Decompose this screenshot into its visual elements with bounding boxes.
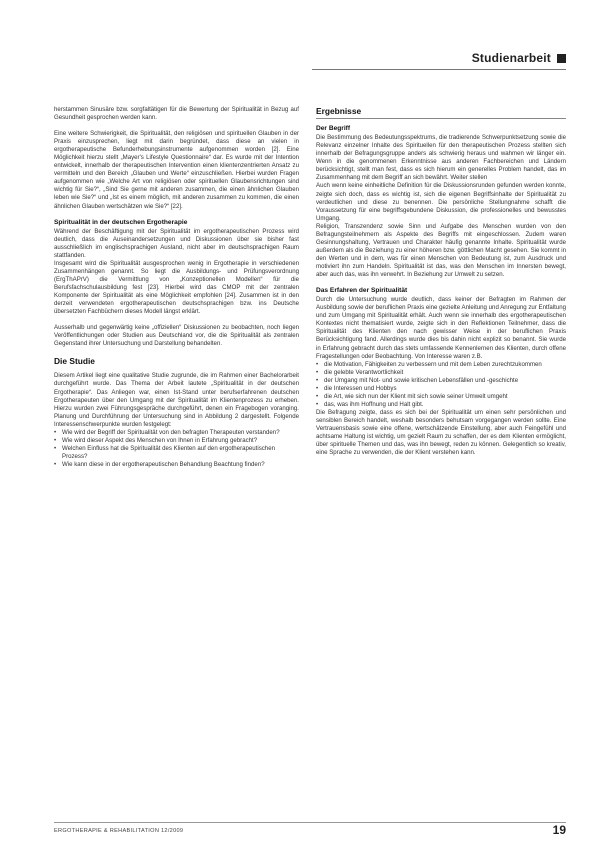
study-question-list [54,429,299,469]
paragraph-concept-2: Auch wenn keine einheitliche Definition für die Diskussionsrunden gefunden werden konnte, zeigte sich doch, dass es wichtig ist, sich die eigenen Begriffsinhalte der Spiritualität zu verdeutlichen und diese zu benennen. Die persönliche Stellungnahme schafft die Voraussetzung für eine begriffsgebundene Diskussion, die professionelles und bewusstes Umgang. [316,182,566,222]
list-item: • die Art, wie sich nun der Klient mit sich sowie seiner Umwelt umgeht [316,393,566,401]
section-title: Studienarbeit [471,51,551,65]
list-item: • der Umgang mit Not- und sowie kritischen Lebensfällen und -geschichte [316,377,566,385]
left-column [54,106,299,469]
list-item: • die Motivation, Fähigkeiten zu verbessern und mit dem Leben zurechtzukommen [316,361,566,369]
paragraph-concept-3: Religion, Transzendenz sowie Sinn und Aufgabe des Menschen wurden von den Befragungsteilnehmern als Aspekte des Begriffs mit eingeschlossen. Zudem waren Gesinnungshaltung, Vertrauen und Charakter häufig genannte Inhalte. Spiritualität wurde außerdem als die Beziehung zu einer höheren bzw. göttlichen Macht gesehen. Sie kommt in den Werten und in dem, was für einen Menschen von Bedeutung ist, zum Ausdruck und motiviert ihn zum Handeln. Spiritualität ist das, was den Menschen im Innersten bewegt, aber auch das, was ihn verwehrt. In Beziehung zur Umwelt zu setzen. [316,222,566,278]
paragraph-german-3: Ausserhalb und gegenwärtig keine „offiziellen“ Diskussionen zu beobachten, noch liegen Veröffentlichungen oder Studien aus Deutschland vor, die die Spiritualität als zentralen Gegenstand ihrer Untersuchung und Darstellung behandelten. [54,324,299,348]
list-item: • Welchen Einfluss hat die Spiritualität des Klienten auf den ergotherapeutischen Prozess? [54,445,299,461]
list-item: • Wie wird dieser Aspekt des Menschen von Ihnen in Erfahrung gebracht? [54,437,299,445]
journal-name: ERGOTHERAPIE & REHABILITATION 12/2009 [54,828,184,834]
right-column [316,106,566,457]
paragraph-difficulty: Eine weitere Schwierigkeit, die Spiritualität, den religiösen und spirituellen Glauben in der Praxis einzusprechen, liegt mit darin begründet, dass diese an vielen in ergotherapeutische Befunderhebungsinstrumente aufgenommen worden [2]. Eine Möglichkeit hierzu stellt „Mayer's Lifestyle Questionnaire“ dar. Es wurde mit der Intention entwickelt, innerhalb der therapeutischen Intervention einen klientenzentrierten Ansatz zu vermitteln und den Bereich „Glauben und Werte“ einzuschließen. Hierbei wurden Fragen aufgenommen wie „Welche Art von religiösen oder spirituellen Glaubensrichtungen sind wichtig für Sie?“, „Sind Sie gerne mit anderen zusammen, die einen ähnlichen Glauben leben wie Sie?“ und „Ist es einem möglich, mit anderen zusammen zu kommen, die einen ähnlichen Glauben wertschätzen wie Sie?“ [22]. [54,130,299,210]
interest-list [316,361,566,409]
heading-experience: Das Erfahren der Spiritualität [316,287,408,295]
header-divider [312,69,566,70]
paragraph-intro: herstammen Sinusäre bzw. sorgfaltätigen für die Bewertung der Spiritualität in Bezug auf Gesundheit gesprochen werden kann. [54,106,299,122]
paragraph-german-1: Während der Beschäftigung mit der Spiritualität im ergotherapeutischen Prozess wird deutlich, dass die Auseinandersetzungen und Diskussionen über sie bisher fast ausschließlich im englischsprachigen Ausland, nicht aber im deutschsprachigen Raum stattfanden. [54,227,299,259]
heading-results: Ergebnisse [316,106,566,119]
paragraph-german-2: Insgesamt wird die Spiritualität ausgesprochen wenig in Ergotherapie in verschiedenen Zusammenhängen genannt. So liegt die Ausbildungs- und Prüfungsverordnung (ErgThAPrV) die Vermittlung von „Konzeptionellen Modellen“ für die Berufsfachschulausbildung fest [23]. Hierbei wird das CMOP mit der zentralen Komponente der Spiritualität als eine Möglichkeit empfohlen [24]. Zusammen ist in den derzeit verwendeten ergotherapeutischen deutschsprachigen bzw. ins Deutsche übersetzten Fachbüchern dieses Modell längst erklärt. [54,259,299,316]
list-item: • das, was ihm Hoffnung und Halt gibt. [316,401,566,409]
heading-german-ergotherapy: Spiritualität in der deutschen Ergotherapie [54,218,188,226]
list-item: • Wie wird der Begriff der Spiritualität von den befragten Therapeuten verstanden? [54,429,299,437]
footer-divider [54,822,566,823]
heading-concept: Der Begriff [316,125,351,132]
heading-study: Die Studie [54,356,95,367]
paragraph-experience-1: Durch die Untersuchung wurde deutlich, dass keiner der Befragten im Rahmen der Ausbildung sowie der beruflichen Praxis eine gezielte Anleitung und Anregung zur Entfaltung und zum Umgang mit Spiritualität erhält. Auch wenn sie innerhalb des ergotherapeutischen Kontextes nicht thematisiert wurde, zeigte sich in den Reflektionen Teilnehmer, dass die Spiritualität des Klienten den nach gewisser Weise in der beruflichen Praxis Berücksichtigung fand. Allerdings wurde dies bis dahin nicht explizit so benannt. Sie wurde in Erfahrung gebracht durch das stets umfassende Kennenlernen des Klienten, durch offene Fragestellungen oder Beobachtung. Von Interesse waren z.B. [316,296,566,360]
page-number: 19 [552,823,566,837]
paragraph-study: Diesem Artikel liegt eine qualitative Studie zugrunde, die im Rahmen einer Bachelorarbeit durchgeführt wurde. Das Thema der Arbeit lautete „Spiritualität in der deutschen Ergotherapie“. Das Anliegen war, einen Ist-Stand unter berufserfahrenen deutschen Ergotherapeuten über den Umgang mit der Spiritualität im Klientenprozess zu erheben. Hierzu wurden zwei Führungsgespräche durchgeführt, denen ein Fragebogen voranging. Planung und Durchführung der Untersuchung sind in Abbildung 2 dargestellt. Folgende Interessenschwerpunkte wurden festgelegt: [54,372,299,428]
list-item: • Wie kann diese in der ergotherapeutischen Behandlung Beachtung finden? [54,461,299,469]
paragraph-experience-2: Die Befragung zeigte, dass es sich bei der Spiritualität um einen sehr persönlichen und sensiblen Bereich handelt, weshalb besonders behutsam vorgegangen werden sollte. Eine Vertrauensbasis sowie eine offene, wertschätzende Einstellung, aber auch Feingefühl und achtsame Haltung ist wichtig, um gezielt Raum zu schaffen, der es dem Klienten ermöglicht, über spirituelle Themen und das, was ihn bewegt, reden zu können. Gelegentlich so kreativ, eine Sprache zu verwenden, die der Klient verstehen kann. [316,408,566,457]
list-item: • die gelebte Verantwortlichkeit [316,369,566,377]
paragraph-concept-1: Die Bestimmung des Bedeutungsspektrums, die tradierende Schwerpunktsetzung sowie die Relevanz einzelner Inhalte des Spirituellen für den therapeutischen Prozess stellten sich innerhalb der Befragungsgruppe anders als schwierig heraus und wahmen wir länger ein. Wenn in die genommenen Erkenntnisse aus anderen Fachbereichen und Ländern berücksichtigt, stellt man fest, dass es sich hierum ein generelles Problem handelt, das im Zusammenhang mit dem Begriff an sich bewährt. Weiter stellen [316,134,566,182]
list-item: • die Interessen und Hobbys [316,385,566,393]
square-icon [557,54,566,63]
page-header [306,49,566,67]
